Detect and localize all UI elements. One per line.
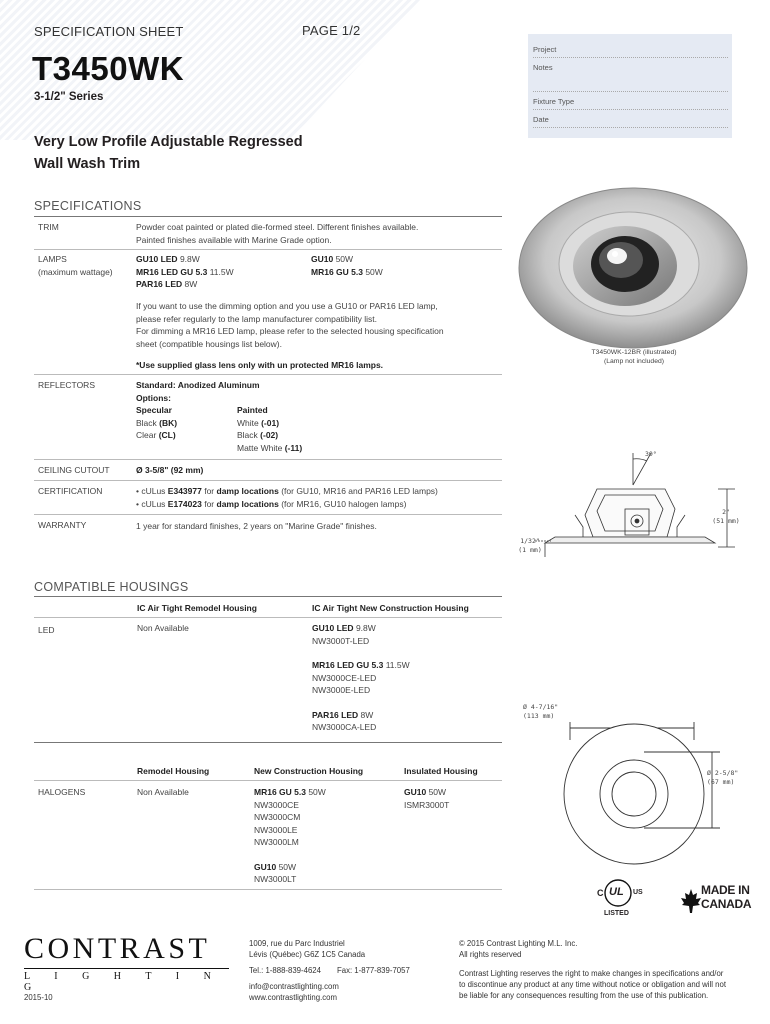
fixture-type-field[interactable]: Fixture Type: [533, 97, 728, 110]
trim-label: TRIM: [38, 222, 59, 232]
model-number: T3450WK: [32, 50, 185, 87]
reflectors-text: Standard: Anodized Aluminum Options: Specular Black (BK) Clear (CL): [136, 380, 260, 440]
height-dimension: 2" (51 mm): [712, 508, 740, 525]
row-divider: [34, 374, 502, 375]
halogen-remodel-value: Non Available: [137, 787, 189, 797]
maple-leaf-icon: [681, 889, 701, 913]
project-field[interactable]: Project: [533, 45, 728, 58]
date-field[interactable]: Date: [533, 115, 728, 128]
halogen-col-insulated: Insulated Housing: [404, 766, 478, 776]
made-in-canada-mark: MADE IN CANADA: [681, 881, 751, 917]
halogen-insulated-list: GU10 50W ISMR3000T: [404, 787, 450, 810]
halogen-col-remodel: Remodel Housing: [137, 766, 210, 776]
row-divider: [34, 742, 502, 743]
lamps-col-1: GU10 LED 9.8W MR16 LED GU 5.3 11.5W PAR16 LED 8W: [136, 254, 234, 289]
row-divider: [34, 780, 502, 781]
halogen-row-label: HALOGENS: [38, 787, 86, 797]
certification-label: CERTIFICATION: [38, 486, 103, 496]
lamps-label: LAMPS (maximum wattage): [38, 254, 113, 277]
section-rule: [34, 216, 502, 217]
row-divider: [34, 889, 502, 890]
inner-diameter-dimension: Ø 2-5/8" (67 mm): [707, 769, 739, 786]
row-divider: [34, 514, 502, 515]
title-line-1: Very Low Profile Adjustable Regressed: [34, 134, 303, 150]
led-col-new-construction: IC Air Tight New Construction Housing: [312, 603, 469, 613]
warranty-text: 1 year for standard finishes, 2 years on "Marine Grade" finishes.: [136, 521, 377, 531]
cutout-value: Ø 3-5/8" (92 mm): [136, 465, 204, 475]
company-address: 1009, rue du Parc Industriel Lévis (Québec) G6Z 1C5 Canada Tel.: 1-888-839-4624 Fax: 1-877-839-7057 info@contrastlighting.com www.contrastlighting.com: [249, 938, 449, 1003]
led-col-remodel: IC Air Tight Remodel Housing: [137, 603, 257, 613]
section-rule: [34, 596, 502, 597]
row-divider: [34, 249, 502, 250]
project-info-box: [528, 34, 732, 138]
sheet-label: SPECIFICATION SHEET: [34, 24, 184, 39]
front-view-drawing: [550, 700, 750, 880]
trim-text: Powder coat painted or plated die-formed steel. Different finishes available. Painted finishes available with Marine Grade option.: [136, 222, 419, 245]
title-line-2: Wall Wash Trim: [34, 156, 141, 172]
cutout-label: CEILING CUTOUT: [38, 465, 110, 475]
series-label: 3-1/2" Series: [34, 91, 104, 103]
compatible-housings-heading: COMPATIBLE HOUSINGS: [34, 580, 189, 594]
row-divider: [34, 459, 502, 460]
publication-date: 2015-10: [24, 993, 53, 1002]
cul-us-listed-mark: C UL US LISTED: [594, 876, 640, 922]
row-divider: [34, 617, 502, 618]
certification-text: • cULus E343977 for damp locations (for GU10, MR16 and PAR16 LED lamps) • cULus E174023 for damp locations (for MR16, GU10 halogen lamps): [136, 486, 438, 509]
led-new-construction-list: GU10 LED 9.8W NW3000T-LED MR16 LED GU 5.3 11.5W NW3000CE-LED NW3000E-LED PAR16 LED 8W NW3000CA-LED: [312, 623, 410, 732]
warranty-label: WARRANTY: [38, 520, 87, 530]
contrast-lighting-logo: CONTRAST L I G H T I N G: [24, 934, 229, 993]
specifications-heading: SPECIFICATIONS: [34, 199, 142, 213]
halogen-col-new-construction: New Construction Housing: [254, 766, 364, 776]
thickness-dimension: 1/32" (1 mm): [518, 537, 542, 554]
image-caption: T3450WK-12BR (illustrated) (Lamp not included): [591, 349, 677, 365]
email-link[interactable]: info@contrastlighting.com: [249, 982, 339, 991]
led-remodel-value: Non Available: [137, 623, 189, 633]
notes-field[interactable]: Notes: [533, 63, 728, 92]
outer-diameter-dimension: Ø 4-7/16" (113 mm): [523, 703, 559, 720]
reflectors-label: REFLECTORS: [38, 380, 95, 390]
led-row-label: LED: [38, 625, 55, 635]
dimming-note: If you want to use the dimming option and you use a GU10 or PAR16 LED lamp, please refer regularly to the lamp manufacturer compatibility list. For dimming a MR16 LED lamp, please refer to the selected housing specification sheet (compatible housings list below).: [136, 301, 444, 349]
website-link[interactable]: www.contrastlighting.com: [249, 993, 337, 1002]
painted-options: Painted White (-01) Black (-02) Matte White (-11): [237, 405, 303, 453]
lens-warning: *Use supplied glass lens only with un protected MR16 lamps.: [136, 360, 384, 370]
product-title: [34, 131, 303, 175]
legal-notice: © 2015 Contrast Lighting M.L. Inc. All rights reserved Contrast Lighting reserves the right to make changes in specifications and/or to discontinue any product at any time without notice or obligation and will not be liable for any consequences resulting from the use of this publication.: [459, 939, 726, 1000]
product-image: [517, 182, 749, 350]
lamps-col-2: GU10 50W MR16 GU 5.3 50W: [311, 254, 383, 277]
page-number: PAGE 1/2: [302, 23, 361, 38]
halogen-new-construction-list: MR16 GU 5.3 50W NW3000CE NW3000CM NW3000LE NW3000LM GU10 50W NW3000LT: [254, 787, 326, 884]
row-divider: [34, 480, 502, 481]
angle-dimension: 30°: [645, 450, 657, 458]
